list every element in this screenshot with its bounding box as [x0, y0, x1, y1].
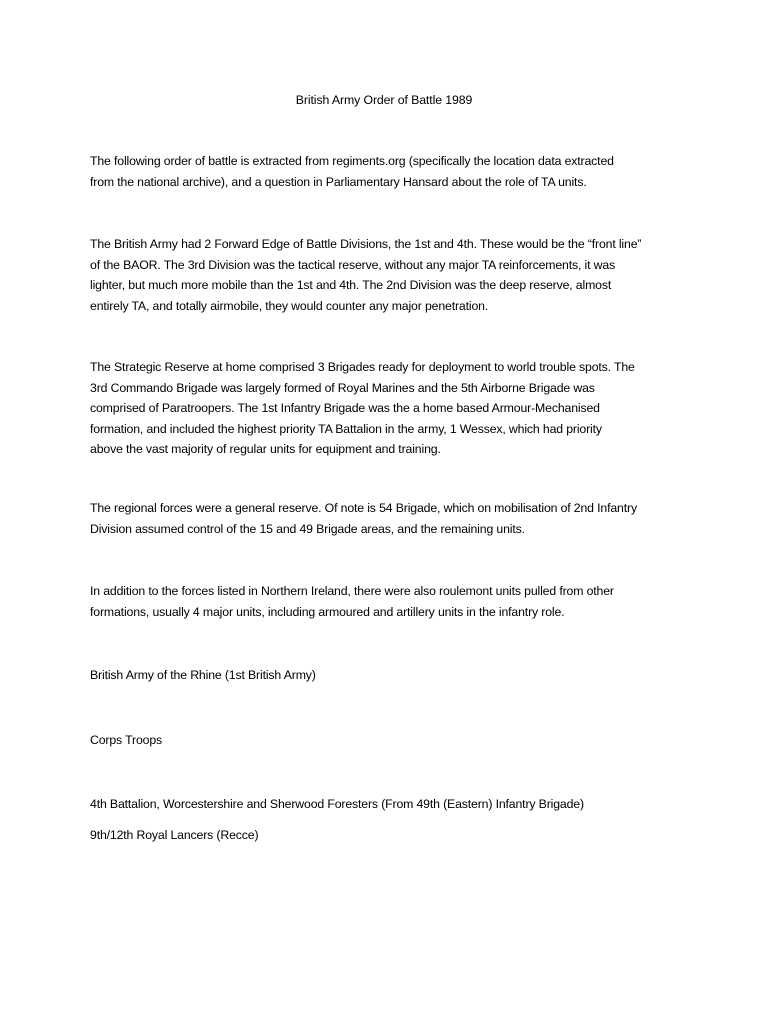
- text-line: The Strategic Reserve at home comprised 3 Brigades ready for deployment to world trouble spots. The: [90, 360, 635, 374]
- paragraph-intro: [90, 151, 690, 192]
- text-line: above the vast majority of regular units for equipment and training.: [90, 442, 441, 456]
- unit-entry: [90, 825, 690, 846]
- text-line: entirely TA, and totally airmobile, they would counter any major penetration.: [90, 298, 489, 313]
- heading-baor: [90, 665, 690, 686]
- unit-entry: [90, 794, 690, 815]
- text-line: lighter, but much more mobile than the 1st and 4th. The 2nd Division was the deep reserve, almost: [90, 278, 612, 292]
- paragraph-regional-forces: [90, 498, 690, 539]
- text-line: Division assumed control of the 15 and 49 Brigade areas, and the remaining units.: [90, 521, 525, 536]
- text-line: formation, and included the highest priority TA Battalion in the army, 1 Wessex, which had priority: [90, 421, 602, 436]
- text-line: comprised of Paratroopers. The 1st Infantry Brigade was the a home based Armour-Mechanised: [90, 401, 600, 415]
- text-line: The following order of battle is extracted from regiments.org (specifically the location data extracted: [90, 154, 614, 168]
- paragraph-strategic-reserve: [90, 357, 690, 460]
- text-line: of the BAOR. The 3rd Division was the tactical reserve, without any major TA reinforcements, it was: [90, 257, 616, 272]
- text-line: 4th Battalion, Worcestershire and Sherwood Foresters (From 49th (Eastern) Infantry Brigade): [90, 797, 584, 811]
- text-line: British Army of the Rhine (1st British Army): [90, 668, 316, 682]
- heading-corps-troops: [90, 730, 690, 751]
- text-line: 3rd Commando Brigade was largely formed of Royal Marines and the 5th Airborne Brigade was: [90, 380, 595, 395]
- paragraph-northern-ireland: [90, 581, 690, 622]
- text-line: The British Army had 2 Forward Edge of Battle Divisions, the 1st and 4th. These would be the “front line”: [90, 237, 642, 251]
- text-line: In addition to the forces listed in Northern Ireland, there were also roulemont units pulled from other: [90, 584, 614, 598]
- document-title: British Army Order of Battle 1989: [295, 93, 473, 107]
- text-line: 9th/12th Royal Lancers (Recce): [90, 828, 259, 842]
- text-line: from the national archive), and a question in Parliamentary Hansard about the role of TA units.: [90, 174, 587, 189]
- paragraph-divisions: [90, 234, 690, 316]
- text-line: The regional forces were a general reserve. Of note is 54 Brigade, which on mobilisation of 2nd Infantry: [90, 501, 637, 515]
- text-line: Corps Troops: [90, 733, 163, 747]
- text-line: formations, usually 4 major units, including armoured and artillery units in the infantry role.: [90, 604, 565, 619]
